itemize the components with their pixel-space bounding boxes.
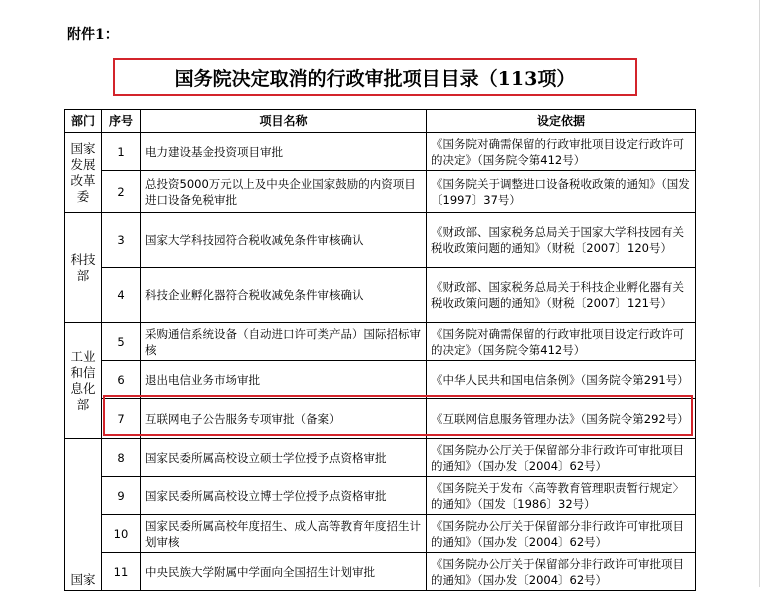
item-name: 电力建设基金投资项目审批 [141, 133, 427, 171]
row-number: 9 [102, 477, 141, 515]
item-basis: 《国务院关于发布〈高等教育管理职责暂行规定〉的通知》（国发〔1986〕32号） [427, 477, 696, 515]
table-row [65, 553, 696, 591]
attachment-label: 附件1： [67, 27, 119, 43]
item-basis: 《互联网信息服务管理办法》（国务院令第292号） [427, 399, 696, 439]
row-number: 6 [102, 361, 141, 399]
table-row [65, 133, 696, 171]
table-row [65, 399, 696, 439]
item-basis: 《国务院对确需保留的行政审批项目设定行政许可的决定》（国务院令第412号） [427, 323, 696, 361]
dept-cell: 科技部 [65, 213, 102, 323]
row-number: 11 [102, 553, 141, 591]
item-name: 退出电信业务市场审批 [141, 361, 427, 399]
header-basis: 设定依据 [427, 110, 696, 133]
title-highlight-box [113, 58, 637, 96]
item-basis: 《中华人民共和国电信条例》（国务院令第291号） [427, 361, 696, 399]
header-name: 项目名称 [141, 110, 427, 133]
item-name: 国家大学科技园符合税收减免条件审核确认 [141, 213, 427, 268]
dept-cell: 工业和信息化部 [65, 323, 102, 439]
dept-cell: 国家发展改革委 [65, 133, 102, 213]
item-basis: 《国务院对确需保留的行政审批项目设定行政许可的决定》（国务院令第412号） [427, 133, 696, 171]
page-edge-line [759, 0, 760, 587]
item-name: 国家民委所属高校年度招生、成人高等教育年度招生计划审核 [141, 515, 427, 553]
row-number: 8 [102, 439, 141, 477]
header-no: 序号 [102, 110, 141, 133]
table-row [65, 361, 696, 399]
table-row [65, 515, 696, 553]
item-basis: 《财政部、国家税务总局关于国家大学科技园有关税收政策问题的通知》（财税〔2007〕120号） [427, 213, 696, 268]
dept-cell: 国家 [65, 439, 102, 591]
item-name: 科技企业孵化器符合税收减免条件审核确认 [141, 268, 427, 323]
row-number: 10 [102, 515, 141, 553]
row-number: 7 [102, 399, 141, 439]
item-basis: 《国务院办公厅关于保留部分非行政许可审批项目的通知》（国办发〔2004〕62号） [427, 553, 696, 591]
row-number: 3 [102, 213, 141, 268]
row-number: 2 [102, 171, 141, 213]
row-number: 5 [102, 323, 141, 361]
item-name: 国家民委所属高校设立硕士学位授予点资格审批 [141, 439, 427, 477]
item-basis: 《国务院关于调整进口设备税收政策的通知》（国发〔1997〕37号） [427, 171, 696, 213]
item-name: 中央民族大学附属中学面向全国招生计划审批 [141, 553, 427, 591]
table-header-row [65, 110, 696, 133]
item-basis: 《财政部、国家税务总局关于科技企业孵化器有关税收政策问题的通知》（财税〔2007〕121号） [427, 268, 696, 323]
table-row [65, 439, 696, 477]
approval-items-table [64, 109, 696, 591]
row-number: 1 [102, 133, 141, 171]
table-row [65, 323, 696, 361]
table-row [65, 171, 696, 213]
header-dept: 部门 [65, 110, 102, 133]
document-title: 国务院决定取消的行政审批项目目录（113项） [174, 67, 576, 90]
row-number: 4 [102, 268, 141, 323]
item-basis: 《国务院办公厅关于保留部分非行政许可审批项目的通知》（国办发〔2004〕62号） [427, 515, 696, 553]
table-row [65, 213, 696, 268]
item-basis: 《国务院办公厅关于保留部分非行政许可审批项目的通知》（国办发〔2004〕62号） [427, 439, 696, 477]
item-name: 国家民委所属高校设立博士学位授予点资格审批 [141, 477, 427, 515]
item-name: 总投资5000万元以上及中央企业国家鼓励的内资项目进口设备免税审批 [141, 171, 427, 213]
item-name: 互联网电子公告服务专项审批（备案） [141, 399, 427, 439]
item-name: 采购通信系统设备（自动进口许可类产品）国际招标审核 [141, 323, 427, 361]
table-row [65, 268, 696, 323]
table-row [65, 477, 696, 515]
